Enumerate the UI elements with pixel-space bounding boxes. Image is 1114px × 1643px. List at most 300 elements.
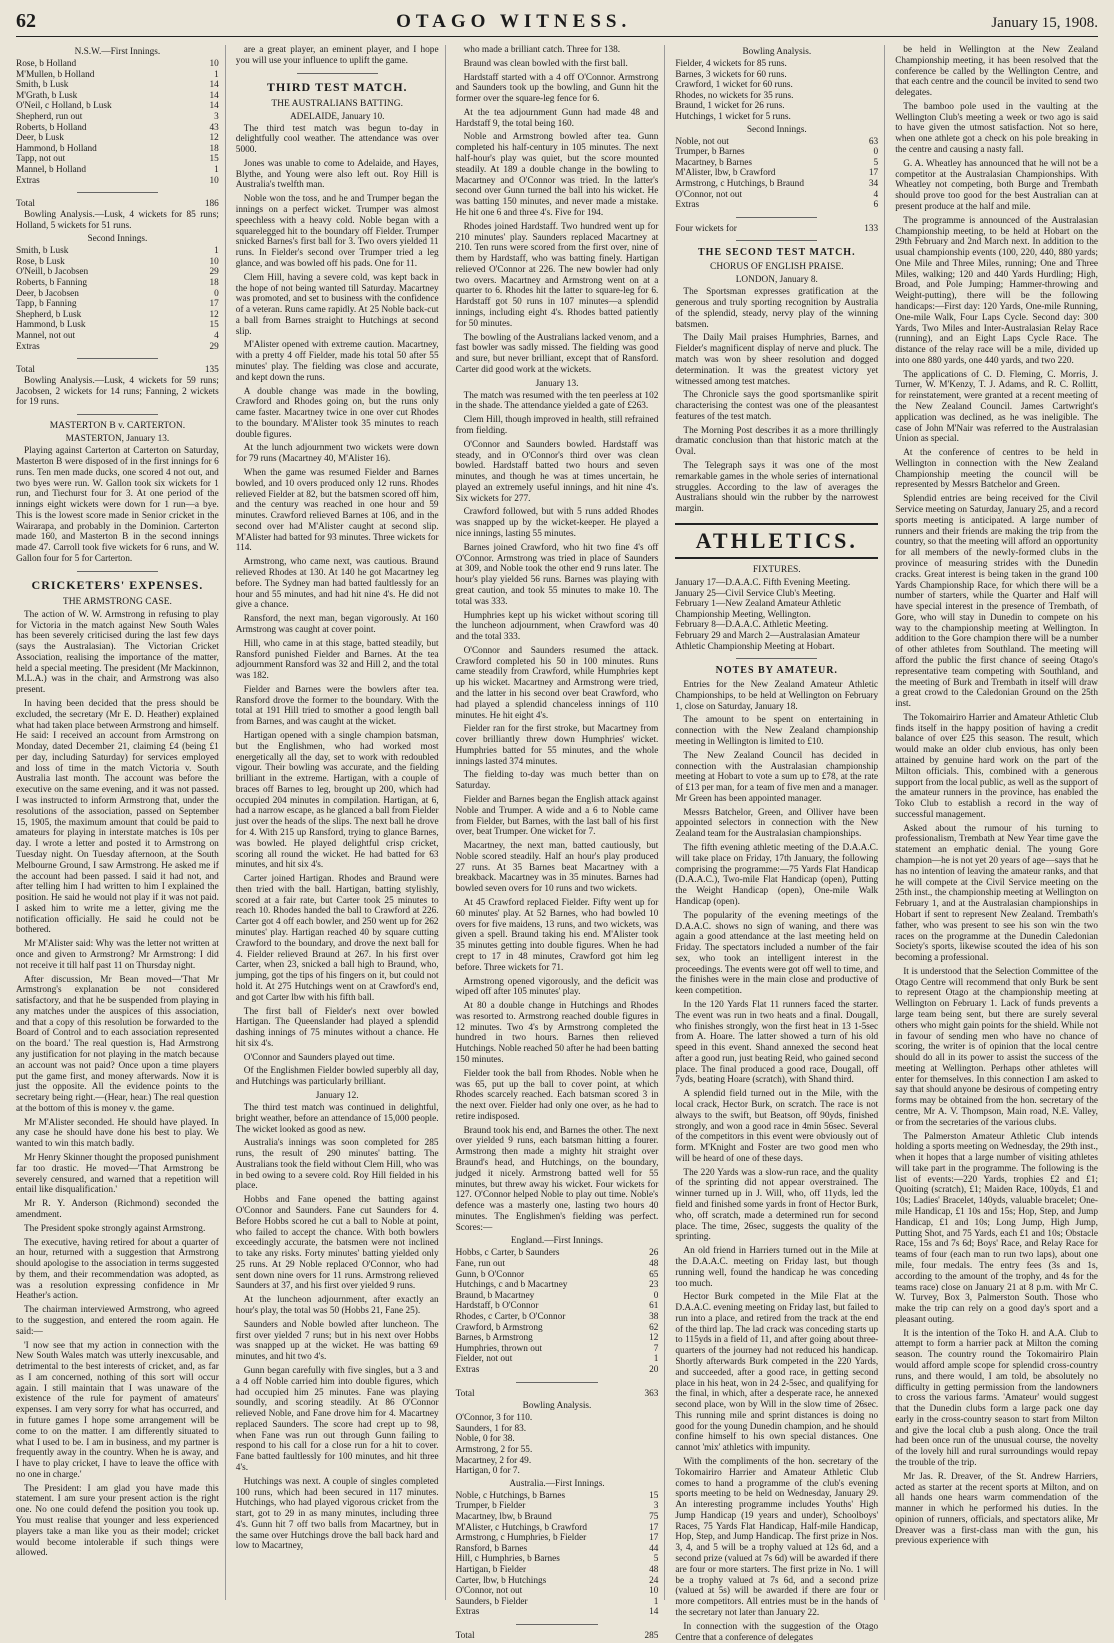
total-runs: 285 [644, 1630, 659, 1641]
runs: 15 [649, 1490, 659, 1501]
batsman: Gunn, b O'Connor [455, 1269, 525, 1280]
batsman: Ransford, b Barnes [455, 1543, 528, 1554]
article-paragraph: The first ball of Fielder's next over bowled Hartigan. The Queenslander had played a splendid dashing innings of 75 minutes without a chance. He hit six 4's. [235, 1006, 439, 1049]
runs: 4 [214, 331, 219, 342]
article-paragraph: The Palmerston Amateur Athletic Club intends holding a sports meeting on Wednesday, the 29th inst., when it hopes that a large number of visiting athletes will take part in the programme. The following is the list of events:—220 Yards, trophies £2 and £1; Quoiting (scratch), £1; Maiden Race, 100yds, £1 and 10s; Ladies' Bracelet, 140yds, valuable bracelet; One-mile Handicap, £1 10s and 15s; Hop, Step, and Jump Handicap, £1 and 10s; Long Jump, High Jump, Putting Shot, and 75 Yards, each £1 and 10s; Obstacle Race, 15s and 7s 6d; Boys' Race, and Relay Race for teams of four (each man to run two laps), about one mile, four medals. The entry fees (3s and 1s, according to the amount of the trophy, and 4s for the teams race) close on January 21 at 8 p.m. with Mr C. W. Turvey, Box 3, Palmerston South. Those who make the trip can rely on a good day's sport and a pleasant outing. [895, 1131, 1098, 1325]
divider [77, 192, 158, 193]
article-paragraph: Jones was unable to come to Adelaide, and Hayes, Blythe, and Young were also left out. Roy Hill is Australia's twelfth man. [235, 158, 439, 191]
article-paragraph: Armstrong opened vigorously, and the deficit was wiped off after 105 minutes' play. [455, 976, 659, 998]
runs: 75 [649, 1511, 659, 1522]
batsman: Macartney, lbw, b Braund [455, 1511, 552, 1522]
batsman: M'Alister, c Hutchings, b Crawford [455, 1522, 588, 1533]
fixtures-list [675, 578, 878, 652]
total-label: Total [455, 1630, 475, 1641]
scorecard-row [675, 59, 878, 70]
article-paragraph: Of the Englishmen Fielder bowled superbly all day, and Hutchings was particularly brilliant. [235, 1066, 439, 1088]
runs: 38 [649, 1312, 659, 1323]
scorecard-row [456, 1586, 659, 1597]
batsman: Hammond, b Lusk [16, 320, 86, 331]
article-paragraph: A double change was made in the bowling, Crawford and Rhodes going on, but the runs only came faster. Macartney twice in one over cut Rhodes to the boundary. M'Alister took 35 minutes to reach double figures. [235, 386, 439, 440]
scorecard-row [675, 158, 878, 169]
article-paragraph: The President: I am glad you have made this statement. I am sure your present action is the right one. No one could defend the position you took up. You must realise that younger and less experienced players take a man like you as their model; cricket would become intolerable if such things were allowed. [16, 1483, 219, 1559]
scorecard-row [675, 101, 878, 112]
article-paragraph: Mr Jas. R. Dreaver, of the St. Andrew Harriers, acted as starter at the recent sports at Milton, and on all hands one hears warm commendation of the manner in which he performed his duties. In the opinion of runners, officials, and spectators alike, Mr Dreaver was a first-class man with the gun, his previous experience with [895, 1471, 1098, 1547]
scorecard-title: Bowling Analysis. [742, 47, 812, 57]
masthead [16, 10, 1098, 37]
article-paragraph: O'Connor and Saunders bowled. Hardstaff was steady, and in O'Connor's third over was clean bowled. Hardstaff batted two hours and seven minutes, and though he was at times uncertain, he played an extremely useful innings, and hit nine 4's. Six wickets for 277. [455, 439, 659, 504]
batsman: Extras [455, 1365, 480, 1375]
article-paragraph: Fielder ran for the first stroke, but Macartney from cover brilliantly threw down Humphries' wicket. Humphries batted for 55 minutes, and the whole innings lasted 374 minutes. [455, 724, 659, 767]
batsman: Tapp, b Fanning [16, 299, 77, 310]
article-paragraph: The Morning Post describes it as a more thrillingly dramatic conclusion than that historic match at the Oval. [675, 425, 879, 458]
article-paragraph: In having been decided that the press should be excluded, the secretary (Mr E. D. Heather) explained what had taken place between Armstrong and himself. He said: I received an account from Armstrong on Monday, dated December 21, claiming £4 (being £1 per day, including Saturday) for services employed and loss of time in the match Victoria v. South Australia last month. The account was before the executive on the same evening, and it was not passed. I was instructed to inform Armstrong that, under the resolutions of the association, passed on September 15, 1905, the maximum amount that could be paid to amateurs for playing in interstate matches is 10s per day. I wrote a letter and posted it to Armstrong on Tuesday night. On Tuesday afternoon, at the South Melbourne Ground, I saw Armstrong. He asked me if the account had been passed. I said it had not, and after telling him I had written to him I explained the position. He said he would not play if it was not paid. I asked him to write me a letter, giving me the notification officially. He said he could not be bothered. [16, 699, 219, 936]
batsman: Armstrong, c Hutchings, b Braund [675, 178, 804, 189]
article-paragraph: Ransford, the next man, began vigorously. At 160 Armstrong was caught at cover point. [235, 614, 439, 635]
runs: 14 [649, 1607, 659, 1618]
fixture-item: January 25—Civil Service Club's Meeting. [675, 588, 836, 599]
batsman: Extras [675, 200, 700, 211]
batsman: Barnes, b Armstrong [455, 1333, 533, 1344]
batsman: Shepherd, b Lusk [16, 309, 82, 320]
article-paragraph: The Chronicle says the good sportsmanlike spirit characterising the contest was one of the pleasantest features of the test match. [675, 390, 879, 422]
batsman: Rhodes, c Carter, b O'Connor [455, 1312, 566, 1323]
article-paragraph: Rhodes joined Hardstaff. Two hundred went up for 210 minutes' play. Saunders replaced Macartney at 210. Ten runs were scored from the first over, nine of them by Hardstaff, who was batting finely. Hartigan relieved O'Connor at 226. The new bowler had only two overs. Macartney and Armstrong went on at a quarter to 6. Rhodes hit the latter to square-leg for 6. Hardstaff got 50 runs in 107 minutes—a splendid innings, including eight 4's. Rhodes batted patiently for 50 minutes. [455, 221, 659, 329]
article-paragraph: Hill, who came in at this stage, batted steadily, but Ransford punished Fielder and Barnes. At the tea adjournment Ransford was 32 and Hill 2, and the total was 182. [235, 638, 439, 682]
article-paragraph: Clem Hill, having a severe cold, was kept back in the hope of not being wanted till Saturday. Macartney was promoted, and set to business with the confidence of a veteran. Runs came rapidly. At 25 Noble back-cut a ball from Barnes straight to Hutchings at second slip. [235, 272, 439, 337]
batsman: Trumper, b Barnes [675, 147, 745, 158]
divider [77, 414, 158, 415]
runs: 0 [653, 1290, 659, 1301]
section-heading: FIXTURES. [752, 564, 801, 575]
bowling-figure: Armstrong, 2 for 55. [455, 1444, 533, 1455]
scorecard-row [456, 1413, 659, 1424]
scorecard-row [456, 1445, 659, 1456]
runs: 5 [873, 157, 879, 168]
newspaper-title: OTAGO WITNESS. [396, 11, 632, 32]
article-paragraph: The programme is announced of the Australasian Championship meeting, to be held at Hobart on the 29th February and 2nd March next. In addition to the usual championship events (100, 220, 440, 880 yards; One Mile and Three Miles, running; One and Three Miles, walking; 120 and 440 Yards Hurdling; High, Broad, and Pole Jumping; Hammer-throwing and Weight-putting), there will be the following handicaps:—First day: 120 Yards, One-mile Running, One-mile Walk, Four Laps Cycle. Second day: 300 Yards, Two Miles and Inter-Australasian Relay Race (running), and an Eight Laps Cycle Race. The distance of the relay race will be a mile, divided up into one 880 yards, one 440 yards, and two 220. [895, 215, 1098, 366]
article-paragraph: At 45 Crawford replaced Fielder. Fifty went up for 60 minutes' play. At 52 Barnes, who had bowled 10 overs for five maidens, 13 runs, and two wickets, was given a spell. Braund taking his end. M'Alister took 35 minutes getting into double figures. When he had crept to 17 in 48 minutes, Crawford got him leg before. Three wickets for 71. [455, 898, 659, 973]
runs: 5 [653, 1554, 659, 1565]
fixture-item: February 29 and March 2—Australasian Amateur Athletic Championship Meeting at Hobart. [675, 630, 860, 652]
batsman: Trumper, b Fielder [455, 1501, 526, 1512]
runs: 12 [209, 133, 219, 144]
divider [516, 1382, 597, 1383]
article-paragraph: The bowling of the Australians lacked venom, and a fast bowler was sadly missed. The fielding was good and sure, but never brilliant, except that of Ransford. Carter did good work at the wickets. [455, 332, 659, 375]
section-heading: MASTERTON B v. CARTERTON. [49, 421, 186, 432]
scorecard-row [675, 70, 878, 81]
article-paragraph: The 220 Yards was a slow-run race, and the quality of the sprinting did not appear overstrained. The winner turned up in J. Will, who, off 11yds, led the field and finished some yards in front of Hector Burk, who, off scratch, made a determined run for second place. The time, 26sec, suggests the quality of the sprinting. [675, 1167, 879, 1243]
bowling-analysis: Bowling Analysis.—Lusk, 4 wickets for 59 runs; Jacobsen, 2 wickets for 14 runs; Fanning, 2 wickets for 19 runs. [16, 375, 219, 408]
article-paragraph: With the compliments of the hon. secretary of the Tokomairiro Harrier and Amateur Athletic Club comes to hand a programme of the club's evening sports meeting to be held on Wednesday, January 29. An interesting programme includes Youths' High Jump Handicap (19 years and under), Schoolboys' Races, 75 Yards Flat Handicap, Half-mile Handicap, Hop, Step, and Jump Handicap. The first prize in Nos. 3, 4, and 5 will be a trophy valued at 12s 6d, and a second prize (valued at 7s 6d) will be awarded if there are four or more starters. The first prize in No. 1 will be a trophy valued at 7s 6d, and a second prize (valued at 5s) will be awarded if there are four or more competitors. All entries must be in the hands of the secretary not later than January 22. [675, 1457, 879, 1618]
section-heading: THE ARMSTRONG CASE. [62, 596, 172, 607]
batsman: Extras [16, 175, 40, 186]
section-heading: THE AUSTRALIANS BATTING. [271, 98, 404, 109]
article-paragraph: be held in Wellington at the New Zealand Championship meeting, it has been resolved that the conference be called by the Wellington Centre, and that each centre and the council be invited to send two delegates. [895, 45, 1098, 99]
article-paragraph: It is the intention of the Toko H. and A.A. Club to attempt to form a harrier pack at Milton the coming season. The country round the Tokomairiro Plain would afford ample scope for splendid cross-country runs, and there would, I am told, be absolutely no difficulty in getting permission from the landowners to cross the various farms. 'Amateur' would suggest that the Dunedin clubs form a large pack one day early in the cross-country season to start from Milton and give the local club a push along. Once the trail had been once run of the unusual course, the novelty of the lovely hill and rural surroundings would repay the trouble of the trip. [895, 1328, 1098, 1468]
scorecard-total [675, 224, 878, 235]
batsman: Noble, c Hutchings, b Barnes [455, 1490, 566, 1501]
bowling-figure: Barnes, 3 wickets for 60 runs. [675, 69, 787, 80]
article-paragraph: After discussion, Mr Bean moved—'That Mr Armstrong's explanation be not considered satisfactory, and that he be suspended from playing in any matches under the auspices of this association, and that a copy of this resolution be forwarded to the Board of Control and to each association represented on the board.' The real question is, Had Armstrong any justification for not playing in the match because an account was not paid? Once upon a time players put the game first, and money afterwards. Now it is just the opposite. All the evidence points to the secretary being right.—(Hear, hear.) The real question at the bottom of this is money v. the game. [16, 974, 219, 1114]
article-paragraph: The popularity of the evening meetings of the D.A.A.C. shows no sign of waning, and there was again a good attendance at the last meeting held on Friday. The spectators included a number of the fair sex, who took an intelligent interest in the proceedings. The events were got off well to time, and the finishes were in the main close and productive of keen competition. [675, 910, 879, 997]
scorecard-row [16, 289, 219, 300]
batsman: O'Neill, b Jacobsen [16, 267, 89, 278]
article-paragraph: Fielder and Barnes began the English attack against Noble and Trumper. A wide and a 6 to Noble came from Fielder, but Barnes, with the last ball of his first over, beat Trumper. One wicket for 7. [455, 795, 659, 838]
article-paragraph: Asked about the rumour of his turning to professionalism, Trembath at New Year time gave the statement an emphatic denial. The young Gore champion—he is not yet 20 years of age—says that he has no intention of leaving the amateur ranks, and that he will compete at the Civil Service meeting on the 25th inst., the championship meeting at Wellington on February 1, and at the Australasian championships in Hobart if sent to represent New Zealand. Trembath's father, who was present to see his son win the two races on the programme at the Dunedin Caledonian Society's sports, likewise scouted the idea of his son becoming a professional. [895, 823, 1098, 964]
runs: 12 [209, 309, 219, 320]
scorecard-row [675, 200, 878, 211]
scorecard-row [16, 278, 219, 289]
article-paragraph: The match was resumed with the ten peerless at 102 in the shade. The attendance yielded a gate of £263. [455, 390, 659, 412]
batsman: Crawford, b Armstrong [455, 1322, 543, 1333]
scorecard-row [456, 1344, 659, 1355]
batsman: Hammond, b Holland [16, 143, 97, 154]
runs: 7 [653, 1343, 659, 1354]
article-paragraph: When the game was resumed Fielder and Barnes bowled, and 10 overs produced only 12 runs. Rhodes relieved Fielder at 82, but the batsmen scored off him, and the century was reached in one hour and 59 minutes. Crawford relieved Barnes at 106, and in the second over had M'Alister caught at second slip. M'Alister had batted for 93 minutes. Three wickets for 114. [235, 468, 439, 554]
article-paragraph: The applications of C. D. Fleming, C. Morris, J. Turner, W. M'Kenzy, T. J. Adams, and R. C. Rollitt, for reinstatement, were granted at a recent meeting of the New Zealand Council. James Cartwright's application was declined, as he was ineligible. The case of John M'Nair was referred to the Australasian Union as special. [895, 369, 1098, 445]
column-2 [236, 45, 446, 1600]
runs: 10 [649, 1586, 659, 1597]
article-paragraph: A splendid field turned out in the Mile, with the local crack, Hector Burk, on scratch. The race is not always to the swift, but Beatson, off 90yds, finished strongly, and won a good race in 4min 56sec. Several of the competitors in this event were obviously out of form. M'Knight and Foster are two good men who will be heard of one of these days. [675, 1089, 879, 1164]
runs: 4 [873, 189, 879, 200]
runs: 34 [868, 178, 879, 189]
article-paragraph: Humphries kept up his wicket without scoring till the luncheon adjournment, when Crawford was 40 and the total 333. [455, 610, 659, 643]
fixture-item: February 1—New Zealand Amateur Athletic Championship Meeting, Wellington. [675, 599, 842, 620]
runs: 10 [209, 59, 219, 69]
article-paragraph: Crawford followed, but with 5 runs added Rhodes was snapped up by the wicket-keeper. He played a nice innings, lasting 55 minutes. [455, 507, 659, 540]
batsman: Noble, not out [675, 136, 729, 147]
batsman: Macartney, b Barnes [675, 157, 752, 168]
article-paragraph: In the 120 Yards Flat 11 runners faced the starter. The event was run in two heats and a final. Dougall, who finishes strongly, won the first heat in 13 1-5sec from A. Hoare. The latter showed a turn of his old speed in this event. Shand annexed the second heat after a good run, just beating Reid, who gained second place. The final produced a good race, Dougall, off 7yds, beating Hoare (scratch), with Shand third. [675, 999, 879, 1086]
batsman: Hobbs, c Carter, b Saunders [455, 1248, 560, 1259]
batsman: Rose, b Lusk [16, 256, 65, 267]
article-paragraph: Noble won the toss, and he and Trumper began the innings on a perfect wicket. Trumper was almost speechless with a heavy cold. Noble began with a squarelegged hit to the boundary off Fielder. Trumper snicked Barnes's first ball for 3. Two overs yielded 11 runs. In Fielder's second over Trumper tried a leg glance, and was bowled off his pads. One for 11. [235, 194, 439, 269]
scorecard-row [16, 246, 219, 257]
section-heading: THIRD TEST MATCH. [266, 79, 408, 94]
total-runs: 133 [864, 223, 879, 234]
scorecard-total [456, 1389, 659, 1400]
columns [16, 45, 1098, 1643]
scorecard-row [456, 1523, 659, 1534]
section-heading: CHORUS OF ENGLISH PRAISE. [710, 262, 844, 273]
scorecard-row [456, 1565, 659, 1576]
scorecard-row [675, 179, 878, 190]
scorecard-row [456, 1576, 659, 1587]
scorecard-row [16, 91, 219, 102]
runs: 48 [649, 1564, 659, 1575]
column-3 [455, 45, 666, 1641]
section-heading: NOTES BY AMATEUR. [715, 665, 838, 677]
scorecard-row [456, 1554, 659, 1565]
article-paragraph: At the conference of centres to be held in Wellington in connection with the New Zealand Championship meeting the council will be represented by Messrs Batchelor and Green. [895, 448, 1098, 491]
article-paragraph: The Telegraph says it was one of the most remarkable games in the whole series of international struggles. According to the law of averages the Australians should win the rubber by the narrowest margin. [675, 461, 879, 515]
scorecard-total [16, 365, 219, 376]
divider [297, 73, 378, 74]
article-paragraph: Mr R. Y. Anderson (Richmond) seconded the amendment. [16, 1199, 219, 1220]
scorecard-total [456, 1631, 659, 1642]
dateline: LONDON, January 8. [735, 275, 818, 286]
scorecard-row [16, 59, 219, 70]
scorecard-row [456, 1354, 659, 1365]
scorecard-row [16, 144, 219, 155]
batsman: Carter, lbw, b Hutchings [455, 1575, 547, 1586]
runs: 17 [649, 1522, 659, 1533]
scorecard-row [456, 1533, 659, 1544]
total-label: Total [16, 365, 35, 376]
article-paragraph: Fielder and Barnes were the bowlers after tea. Ransford drove the former to the boundary. With the total at 191 Hill tried to smother a good length ball from Barnes, and was caught at the wicket. [235, 684, 439, 728]
article-paragraph: The fifth evening athletic meeting of the D.A.A.C. will take place on Friday, 17th January, the following comprising the programme:—75 Yards Flat Handicap (D.A.A.C.), Two-mile Flat Handicap (open), Putting the Weight Handicap (open), One-mile Walk Handicap (open). [675, 843, 879, 907]
scorecard-total [16, 199, 219, 210]
scorecard-row [456, 1544, 659, 1555]
batsman: Hardstaff, b O'Connor [455, 1301, 539, 1312]
batsman: Smith, b Lusk [16, 246, 69, 257]
article-paragraph: O'Connor and Saunders resumed the attack. Crawford completed his 50 in 100 minutes. Runs came steadily from Crawford, while Humphries kept up his wicket. Macartney and Armstrong were tried, and the latter in his second over beat Crawford, who had played a splendid chanceless innings of 110 minutes. He hit eight 4's. [455, 645, 659, 721]
article-paragraph: Armstrong, who came next, was cautious. Braund relieved Rhodes at 130. At 140 he got Macartney leg before. The Sydney man had batted faultlessly for an hour and 55 minutes, and had hit nine 4's. He did not give a chance. [235, 557, 439, 611]
article-paragraph: At the luncheon adjournment, after exactly an hour's play, the total was 50 (Hobbs 21, Fane 25). [235, 1295, 439, 1317]
batsman: Saunders, b Fielder [455, 1596, 528, 1607]
batsman: Hill, c Humphries, b Barnes [455, 1554, 560, 1565]
batsman: Roberts, b Fanning [16, 278, 88, 289]
runs: 61 [649, 1301, 659, 1312]
article-paragraph: Macartney, the next man, batted cautiously, but Noble scored steadily. Half an hour's play produced 27 runs. At 35 Barnes beat Macartney with a breakback. Macartney was in 35 minutes. Barnes had bowled seven overs for 10 runs and two wickets. [455, 841, 659, 895]
scorecard-row [16, 257, 219, 268]
article-paragraph: The action of W. W. Armstrong in refusing to play for Victoria in the match against New South Wales has been severely criticised during the last few days (says the Australasian). The Victorian Cricket Association, realising the importance of the matter, held a special meeting. The president (Mr Mackinnon, M.L.A.) was in the chair, and Armstrong was also present. [16, 609, 219, 696]
article-paragraph: Braund took his end, and Barnes the other. The next over yielded 9 runs, each batsman hitting a fourer. Armstrong then made a mighty hit straight over Braund's head, and Hutchings, on the boundary, judged it nicely. Armstrong batted well for 55 minutes, but threw away his wicket. Four wickets for 127. O'Connor helped Noble to play out time. Noble's defence was a masterly one, lasting two hours 40 minutes. The Englishmen's fielding was perfect. Scores:— [455, 1125, 659, 1233]
scorecard-title: Bowling Analysis. [522, 1401, 592, 1412]
batsman: Deer, b Jacobsen [16, 288, 79, 299]
runs: 3 [653, 1501, 659, 1512]
batsman: Mannel, not out [16, 331, 76, 342]
divider [736, 658, 817, 659]
scorecard-row [675, 147, 878, 158]
runs: 14 [209, 90, 219, 101]
article-paragraph: At 80 a double change in Hutchings and Rhodes was resorted to. Armstrong reached double figures in 12 minutes. Two 4's by Armstrong completed the hundred in two hours. Barnes then relieved Hutchings. Noble reached 50 after he had been batting 150 minutes. [455, 1001, 659, 1065]
scorecard-row [16, 176, 219, 187]
article-paragraph: At the tea adjournment Gunn had made 48 and Hardstaff 9, the total being 160. [455, 107, 659, 129]
total-runs: 135 [204, 365, 219, 376]
runs: 1 [214, 246, 219, 257]
runs: 62 [649, 1322, 659, 1333]
article-paragraph: G. A. Wheatley has announced that he will not be a competitor at the Australasian Championships. With Wheatley not competing, both Burge and Trembath should prove too good for the best Australian can at present produce at the half and mile. [895, 158, 1098, 212]
column-4 [675, 45, 885, 1643]
article-paragraph: Hartigan opened with a single champion batsman, but the Englishmen, who had worked most energetically all the day, set to work with redoubled vigour. Their bowling was accurate, and the fielding brilliant in the extreme. Hartigan, with a couple of braces off Barnes to leg, brought up 200, which had occupied 204 minutes in compilation. Hartigan, at 6, had a narrow escape, as he glanced a ball from Fielder just over the heads of the slips. The next ball he drove for 4. With 215 up Ransford, trying to glance Barnes, was bowled. He played delightful crisp cricket, scoring all round the wicket. He had batted for 63 minutes, and hit six 4's. [235, 730, 439, 871]
bowling-figure: Noble, 0 for 38. [455, 1434, 515, 1445]
scorecard-row [456, 1270, 659, 1281]
scorecard-title: England.—First Innings. [510, 1236, 604, 1247]
runs: 63 [868, 136, 879, 147]
scorecard-row [16, 154, 219, 165]
scorecard-row [456, 1434, 659, 1445]
scorecard-row [16, 165, 219, 176]
scorecard-row [675, 112, 878, 123]
scorecard-row [16, 101, 219, 112]
batsman: Extras [455, 1607, 480, 1618]
scorecard-row [675, 137, 878, 148]
runs: 3 [214, 111, 219, 122]
article-paragraph: Fielder took the ball from Rhodes. Noble when he was 65, put up the ball to cover point, at which Rhodes scarcely reached. Each batsman scored 3 in the next over. Fielder had only one over, as he had to retire indisposed. [455, 1068, 659, 1122]
runs: 17 [868, 168, 879, 179]
article-paragraph: Hutchings was next. A couple of singles completed 100 runs, which had been secured in 117 minutes. Hutchings, who had played vigorous cricket from the start, got to 29 in as many minutes, including three 4's. Gunn hit 7 off two balls from Macartney, but in the same over Hutchings drove the ball back hard and low to Macartney, [235, 1476, 439, 1552]
article-paragraph: 'I now see that my action in connection with the New South Wales match was utterly inexcusable, and detrimental to the best interests of cricket, and, as far as I am concerned, nothing of this sort will occur again. I still maintain that I was unaware of the existence of the rule for payment of amateurs' expenses. I am very sorry for what has occurred, and in future games I hope some arrangement will be come to on the matter. I am differently situated to what I used to be. I am in business, and my partner is frequently away in the country. When he is away, and I have to play cricket, I have to leave the office with no one in charge.' [16, 1340, 219, 1480]
batsman: Roberts, b Holland [16, 122, 87, 133]
scorecard-row [456, 1597, 659, 1608]
section-heading: THE SECOND TEST MATCH. [697, 247, 856, 259]
article-paragraph: The third test match was begun to-day in delightfully cool weather. The attendance was over 5000. [235, 123, 439, 156]
scorecard-row [456, 1259, 659, 1270]
scorecard-row [675, 190, 878, 201]
scorecard-row [16, 342, 219, 353]
article-paragraph: The Daily Mail praises Humphries, Barnes, and Fielder's magnificent display of nerve and pluck. The match was won by sheer resolution and dogged determination. It was the greatest victory yet witnessed among test matches. [675, 333, 879, 387]
article-paragraph: The Sportsman expresses gratification at the generous and truly sporting recognition by Australia of the splendid, steady, nervy play of the winning batsmen. [675, 287, 879, 330]
divider [77, 571, 158, 572]
runs: 23 [649, 1280, 659, 1291]
article-paragraph: Entries for the New Zealand Amateur Athletic Championships, to be held at Wellington on February 1, close on Saturday, January 18. [675, 680, 879, 712]
total-label: Four wickets for [675, 223, 737, 234]
bowling-figure: O'Connor, 3 for 110. [455, 1413, 533, 1424]
batsman: M'Mullen, b Holland [16, 69, 95, 80]
article-paragraph: Clem Hill, though improved in health, still refrained from fielding. [455, 415, 659, 436]
runs: 14 [209, 101, 219, 112]
runs: 17 [209, 299, 219, 310]
article-paragraph: Hector Burk competed in the Mile Flat at the D.A.A.C. evening meeting on Friday last, but failed to run into a place, and retired from the track at the end of the third lap. The lad crack was conceding starts up to 115yds in a field of 11, and after going about three-quarters of the journey had not reduced his handicap. Shortly afterwards Burk competed in the 220 Yards, and succeeded, after a good race, in getting second place in his heat, won in 24 2-5sec, and qualifying for the final, in which, after a desperate race, he annexed second place, won by Will in the slow time of 26sec. This running mile and sprint distances is doing no good for the young Dunedin champion, and he should confine himself to his own special distances. One cannot 'mix' athletics with impunity. [675, 1292, 879, 1454]
runs: 24 [649, 1575, 659, 1586]
article-paragraph: The New Zealand Council has decided in connection with the Australasian championship meeting at Hobart to vote a sum up to £78, at the rate of £13 per man, for a team of five men and a manager. Mr Green has been appointed manager. [675, 750, 879, 804]
fixture-item: February 8—D.A.A.C. Athletic Meeting. [675, 620, 829, 631]
scorecard-row [456, 1607, 659, 1618]
scorecard-row [456, 1248, 659, 1259]
article-paragraph: Splendid entries are being received for the Civil Service meeting on Saturday, January 25, and a record sports meeting is anticipated. A large number of runners and their friends are making the trip from the country, so that the meeting will afford an opportunity for all members of the newly-formed clubs in the province of measuring strides with the Dunedin cracks. Great interest is being taken in the grand 100 Yards Championship Race, for which there will be a number of starters, while the Quarter and Half will have special interest in the presence of Trembath, of Gore, who will stay in Dunedin to compete on his way to the championship meeting at Wellington. In addition to the Gore champion there will be a number of other athletes from Southland. The meeting will afford the public the first chance of seeing Otago's representative team competing with Southland, and the meeting of Burk and Trembath in itself will draw a great crowd to the Caledonian Ground on the 25th inst. [895, 494, 1098, 710]
runs: 1 [214, 164, 219, 175]
column-5 [895, 45, 1098, 1600]
scorecard-row [675, 80, 878, 91]
runs: 18 [209, 278, 219, 289]
scorecard-row [456, 1280, 659, 1291]
article-paragraph: Mr M'Alister seconded. He should have played. In any case he should have done his best to play. We wanted to win this match badly. [16, 1117, 219, 1150]
divider [736, 217, 817, 218]
runs: 29 [209, 267, 219, 278]
runs: 17 [649, 1533, 659, 1544]
dateline: MASTERTON, January 13. [65, 434, 170, 445]
article-paragraph: Saunders and Noble bowled after luncheon. The first over yielded 7 runs; but in his next over Hobbs was snapped up at the wicket. He was batting 69 minutes, and hit two 4's. [235, 1319, 439, 1363]
scorecard-row [16, 123, 219, 134]
runs: 1 [214, 69, 219, 80]
total-runs: 363 [644, 1388, 659, 1399]
bowling-figure: Saunders, 1 for 83. [455, 1423, 527, 1434]
scorecard-row [16, 133, 219, 144]
article-paragraph: Mr Henry Skinner thought the proposed punishment far too drastic. He moved—'That Armstrong be severely censured, and warned that a repetition will entail like disqualification.' [16, 1153, 219, 1196]
divider [516, 1624, 597, 1625]
column-1 [16, 45, 226, 1600]
batsman: Hartigan, b Fielder [455, 1564, 527, 1575]
batsman: Extras [16, 341, 40, 352]
scorecard-row [675, 91, 878, 102]
batsman: Fielder, not out [455, 1354, 513, 1365]
batsman: Shepherd, run out [16, 111, 83, 122]
article-paragraph: An old friend in Harriers turned out in the Mile at the D.A.A.C. meeting on Friday last, but though running well, found the handicap he was conceding too much. [675, 1246, 879, 1289]
fixture-item: January 17—D.A.A.C. Fifth Evening Meeting. [675, 577, 851, 588]
article-paragraph: O'Connor and Saunders played out time. [243, 1052, 395, 1063]
batsman: Rose, b Holland [16, 59, 77, 69]
scorecard-row [16, 80, 219, 91]
scorecard-row [456, 1512, 659, 1523]
article-paragraph: It is understood that the Selection Committee of the Otago Centre will recommend that only Burk be sent to represent Otago at the championship meeting at Wellington on February 1. Lack of funds prevents a large team being sent, but there are surely several others who might gain points for the shield. While not in favour of sending men who have no chance of scoring, the writer is of opinion that the local centre should do all in its power to assist the success of the meeting at Wellington. Perhaps other athletes will enter for themselves. In this connection I am asked to say that should anyone be desirous of competing entry forms may be obtained from the hon. secretary of the centre, Mr A. V. Thompson, Main road, N.E. Valley, or from the secretaries of the various clubs. [895, 966, 1098, 1128]
runs: 65 [649, 1269, 659, 1280]
batsman: Humphries, thrown out [455, 1343, 543, 1354]
article-paragraph: The executive, having retired for about a quarter of an hour, returned with a suggestion that Armstrong should apologise to the association in terms suggested by them, and their recommendation was adopted, as was a resolution expressing confidence in Mr Heather's action. [16, 1237, 219, 1302]
article-paragraph: who made a brilliant catch. Three for 138. [463, 45, 621, 55]
runs: 29 [209, 341, 219, 352]
athletics-heading: ATHLETICS. [675, 523, 878, 559]
issue-date: January 15, 1908. [991, 15, 1098, 31]
runs: 0 [873, 147, 879, 158]
article-paragraph: M'Alister opened with extreme caution. Macartney, with a pretty 4 off Fielder, made his total 50 after 55 minutes' play. The fielding was close and accurate, and kept down the runs. [235, 340, 439, 383]
scorecard-row [16, 112, 219, 123]
article-paragraph: Playing against Carterton at Carterton on Saturday, Masterton B were disposed of in the first innings for 6 runs. Ten men made ducks, one scored 4 not out, and two byes were run. W. Gallon took six wickets for 1 run, and Tiechurst four for 3. At one period of the innings eight wickets were down for 1 run—a bye. This is the lowest score made in Senior cricket in the Wairarapa, and probably in the Dominion. Carterton made 160, and Masterton B in the second innings made 47. Carroll took five wickets for 6 runs, and W. Gallon four for 5 for Carterton. [16, 446, 219, 564]
scorecard-title: N.S.W.—First Innings. [74, 47, 161, 57]
article-paragraph: Hardstaff started with a 4 off O'Connor. Armstrong and Saunders took up the bowling, and Gunn hit the former over the square-leg fence for 6. [455, 72, 659, 105]
dateline: January 12. [315, 1090, 359, 1101]
article-paragraph: are a great player, an eminent player, and I hope you will use your influence to uplift the game. [235, 45, 439, 66]
article-paragraph: Barnes joined Crawford, who hit two fine 4's off O'Connor. Armstrong was tried in place of Saunders at 309, and Noble took the other end 9 runs later. The hour's play yielded 56 runs. Barnes was playing with great caution, and took 55 minutes to make 10. The total was 333. [455, 542, 659, 607]
article-paragraph: The President spoke strongly against Armstrong. [24, 1223, 206, 1234]
bowling-analysis: Bowling Analysis.—Lusk, 4 wickets for 85 runs; Holland, 5 wickets for 51 runs. [16, 209, 219, 231]
article-paragraph: The bamboo pole used in the vaulting at the Wellington Club's meeting a week or two ago is said to have given the utmost satisfaction. Not so here, when one athlete got a check on his pole breaking in the centre and causing a nasty fall. [895, 101, 1098, 156]
scorecard-row [456, 1323, 659, 1334]
scorecard-row [16, 331, 219, 342]
scorecard-row [456, 1291, 659, 1302]
scorecard-row [456, 1456, 659, 1467]
article-paragraph: Australia's innings was soon completed for 285 runs, the result of 290 minutes' batting. The Australians took the field without Clem Hill, who was in bed owing to a severe cold. Roy Hill fielded in his place. [235, 1138, 439, 1192]
runs: 26 [649, 1248, 659, 1259]
runs: 10 [209, 256, 219, 267]
article-paragraph: Noble and Armstrong bowled after tea. Gunn completed his half-century in 105 minutes. The next half-hour's play was quiet, but the score mounted steadily. At 189 a double change in the bowling to Macartney and O'Connor was tried. In the latter's second over Gunn turned the ball into his wicket. He was batting 150 minutes, and never made a mistake. He hit one 6 and three 4's. Five for 194. [455, 132, 659, 218]
bowling-figure: Braund, 1 wicket for 26 runs. [675, 101, 785, 112]
dateline: ADELAIDE, January 10. [289, 111, 385, 122]
scorecard-row [675, 168, 878, 179]
batsman: O'Neil, c Holland, b Lusk [16, 101, 112, 112]
runs: 14 [209, 80, 219, 91]
article-paragraph: The fielding to-day was much better than on Saturday. [455, 770, 659, 792]
bowling-figure: Fielder, 4 wickets for 85 runs. [675, 59, 787, 69]
scorecard-row [16, 320, 219, 331]
bowling-figure: Crawford, 1 wicket for 60 runs. [675, 80, 793, 91]
batsman: Deer, b Lusk [16, 133, 64, 144]
runs: 44 [649, 1543, 659, 1554]
scorecard-row [456, 1501, 659, 1512]
bowling-figure: Hutchings, 1 wicket for 5 runs. [675, 111, 791, 122]
article-paragraph: Braund was clean bowled with the first ball. [463, 58, 628, 69]
article-paragraph: In connection with the suggestion of the Otago Centre that a conference of delegates [675, 1621, 879, 1643]
bowling-figure: Hartigan, 0 for 7. [455, 1466, 520, 1477]
article-paragraph: The third test match was continued in delightful, bright weather, before an attendance of 15,000 people. The wicket looked as good as new. [235, 1102, 439, 1135]
runs: 0 [214, 288, 219, 299]
scorecard-row [456, 1301, 659, 1312]
batsman: Braund, b Macartney [455, 1290, 535, 1301]
page-number: 62 [16, 10, 36, 32]
runs: 10 [209, 175, 219, 186]
scorecard-row [456, 1333, 659, 1344]
article-paragraph: Hobbs and Fane opened the batting against O'Connor and Saunders. Fane cut Saunders for 4. Before Hobbs scored he cut a ball to Noble at point, who failed to accept the chance. With both bowlers exceedingly accurate, the batsmen were not inclined to take any risks. Forty minutes' batting yielded only 25 runs. At 29 Noble replaced O'Connor, who had sent down nine overs for 11 runs. Armstrong relieved Saunders at 37, and his first over yielded 9 runs. [235, 1195, 439, 1292]
article-paragraph: The Tokomairiro Harrier and Amateur Athletic Club finds itself in the happy position of having a credit balance of over £25 this season. The result, which would make an older club envious, has only been attained by genuine hard work on the part of the Milton officials. This, combined with a generous support from the local public, as well as the support of the amateur runners in the province, has enabled the Toko Club to establish a record in the way of successful management. [895, 712, 1098, 820]
scorecard-row [16, 267, 219, 278]
scorecard-row [16, 70, 219, 81]
dateline: January 13. [535, 378, 579, 389]
total-runs: 186 [204, 199, 219, 210]
batsman: Mannel, b Holland [16, 164, 86, 175]
scorecard-title: Second Innings. [746, 124, 807, 135]
divider [736, 240, 817, 241]
article-paragraph: The chairman interviewed Armstrong, who agreed to the suggestion, and entered the room again. He said:— [16, 1305, 219, 1337]
